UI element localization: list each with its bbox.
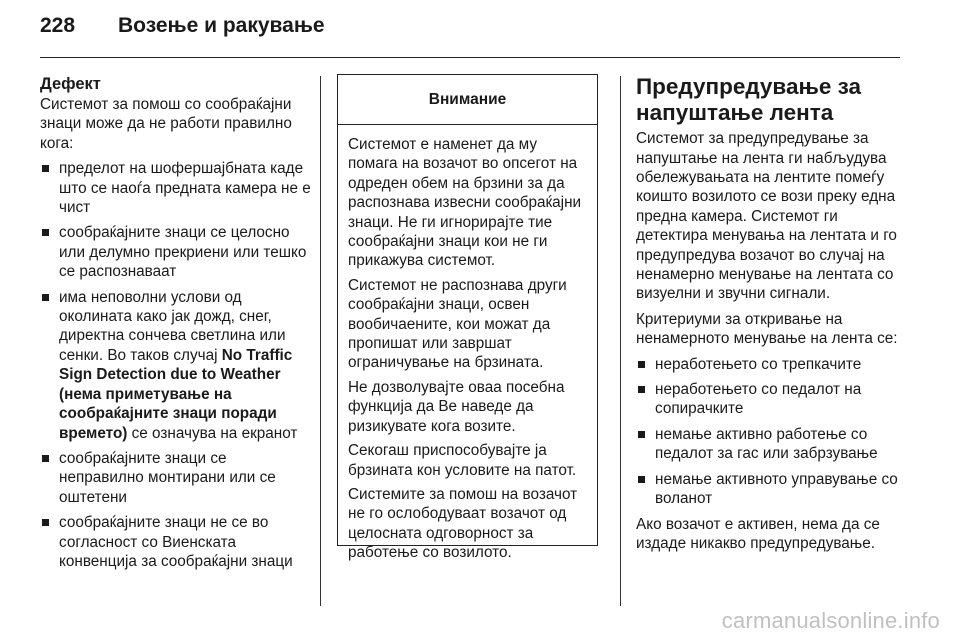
lane-departure-description: Системот за предупредување за напуштање на лента ги набљудува обележувањата на лентите помеѓу коишто возилото се вози преку една предна камера. Системот ги детектира менувања на лентата и го предупредува возачот во случај на ненамерно менување на лентата со визуелни и звучни сигнали. bbox=[636, 130, 897, 303]
warning-paragraph: Системот не распознава други сообраќајни знаци, освен вообичаените, кои можат да пропишат или завршат ограничување на брзината. bbox=[348, 276, 567, 372]
list-item-text: неработењето со педалот на сопирачките bbox=[655, 381, 862, 418]
bullet-square-icon bbox=[42, 294, 49, 301]
warning-paragraph: Системите за помош на возачот не го ослободуваат возачот од целосната одговорност за работење со возилото. bbox=[348, 485, 578, 562]
list-item-text: сообраќајните знаци се неправилно монтирани или се оштетени bbox=[59, 449, 276, 506]
list-item bbox=[40, 223, 312, 281]
list-item bbox=[40, 288, 312, 443]
bullet-square-icon bbox=[638, 431, 645, 438]
page-number: 228 bbox=[40, 14, 76, 37]
chapter-title: Возење и ракување bbox=[118, 14, 325, 37]
list-item bbox=[636, 470, 904, 509]
bullet-square-icon bbox=[638, 361, 645, 368]
list-item-text: пределот на шофершајбната каде што се наоѓа предната камера не е чист bbox=[59, 160, 311, 217]
bullet-square-icon bbox=[638, 476, 645, 483]
lane-departure-section bbox=[636, 74, 904, 553]
section-heading-malfunction: Дефект bbox=[40, 75, 101, 93]
bullet-square-icon bbox=[42, 165, 49, 172]
bullet-square-icon bbox=[42, 229, 49, 236]
list-item bbox=[40, 159, 312, 217]
section-heading-lane-departure: Предупредување за напуштање лента bbox=[636, 74, 862, 125]
display-message-text: No Traffic Sign Detection due to Weather (нема приметување на сообраќајните знаци поради времето) bbox=[59, 346, 293, 442]
list-item bbox=[636, 355, 904, 374]
warning-body bbox=[338, 125, 597, 563]
column-divider-left bbox=[320, 76, 321, 606]
list-item-text: сообраќајните знаци не се во согласност со Виенската конвенција за сообраќајни знаци bbox=[59, 514, 293, 570]
column-divider-right bbox=[620, 76, 621, 606]
detection-criteria-intro: Критериуми за откривање на ненамерното менување на лента се: bbox=[636, 310, 898, 348]
list-item-text: неработењето со трепкачите bbox=[655, 355, 862, 373]
list-item-text: сообраќајните знаци се целосно или делумно прекриени или тешко се распознаваат bbox=[59, 224, 307, 281]
list-item-text: се означува на екранот bbox=[127, 424, 298, 442]
warning-title: Внимание bbox=[338, 75, 597, 125]
driver-active-note: Ако возачот е активен, нема да се издаде никакво предупредување. bbox=[636, 515, 880, 552]
list-item-text: немање активно работење со педалот за гас или забрзување bbox=[655, 425, 878, 463]
malfunction-section bbox=[40, 74, 312, 577]
list-item-text: има неповолни услови од околината како јак дожд, снег, директна сончева светлина или сенки. Во таков случај bbox=[59, 288, 286, 364]
detection-criteria-list bbox=[636, 355, 904, 509]
malfunction-list bbox=[40, 159, 312, 571]
list-item bbox=[40, 449, 312, 507]
header-divider bbox=[40, 57, 900, 58]
bullet-square-icon bbox=[42, 519, 49, 526]
list-item-text: немање активното управување со воланот bbox=[655, 470, 898, 508]
list-item bbox=[636, 380, 904, 419]
list-item bbox=[636, 425, 904, 464]
bullet-square-icon bbox=[42, 455, 49, 462]
warning-paragraph: Не дозволувајте оваа посебна функција да Ве наведе да ризикувате кога возите. bbox=[348, 378, 565, 435]
site-watermark: carmanualsonline.info bbox=[721, 608, 940, 633]
list-item bbox=[40, 513, 312, 571]
warning-box bbox=[337, 74, 598, 562]
warning-paragraph: Системот е наменет да му помага на возачот во опсегот на одреден обем на брзини за да распознава извесни сообраќајни знаци. Не ги игнорирајте тие сообраќајни знаци кои не ги прикажува системот. bbox=[348, 136, 582, 270]
malfunction-intro: Системот за помош со сообраќајни знаци може да не работи правилно кога: bbox=[40, 96, 292, 152]
warning-paragraph: Секогаш приспособувајте ја брзината кон условите на патот. bbox=[348, 442, 577, 479]
bullet-square-icon bbox=[638, 386, 645, 393]
